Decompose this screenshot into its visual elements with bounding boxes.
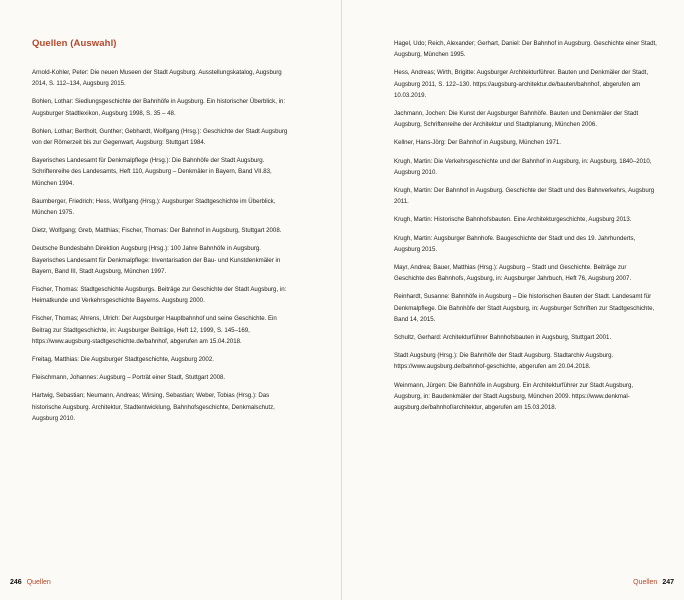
reference-entry: Hess, Andreas; Wirth, Brigitte: Augsburger Architekturführer. Bauten und Denkmäler der Stadt, Augsburg 2011, S. 122–130. https://augsburg-architektur.de/bauten/bahnhof, abgerufen am 10.03.2019. — [394, 69, 649, 99]
reference-entry: Reinhardt, Susanne: Bahnhöfe in Augsburg – Die historischen Bauten der Stadt. Landesamt für Denkmalpflege. Die Bahnhöfe der Stadt Augsburg, in: Augsburger Schriften zur Stadtgeschichte, Band 14, 2015. — [394, 293, 655, 323]
page-number-right: 247 — [662, 579, 674, 586]
reference-entry: Krugh, Martin: Die Verkehrsgeschichte und der Bahnhof in Augsburg, in: Augsburg, 1840–2010, Augsburg 2010. — [394, 157, 652, 176]
reference-entry: Hagel, Udo; Reich, Alexander; Gerhart, Daniel: Der Bahnhof in Augsburg. Geschichte einer Stadt, Augsburg, München 1995. — [394, 40, 657, 59]
page-number-left: 246 — [10, 579, 22, 586]
left-page-footer — [10, 578, 56, 588]
reference-entry: Deutsche Bundesbahn Direktion Augsburg (Hrsg.): 100 Jahre Bahnhöfe in Augsburg. Bayerisches Landesamt für Denkmalpflege: Inventarisation der Bau- und Kunstdenkmäler in Bayern, Band III, Stadt Augsburg, München 1997. — [32, 245, 281, 275]
running-head-left: Quellen — [26, 579, 51, 586]
running-head-right: Quellen — [633, 579, 658, 586]
reference-entry: Bohlen, Lothar; Bertholt, Gunther; Gebhardt, Wolfgang (Hrsg.): Geschichte der Stadt Augsburg von der Römerzeit bis zur Gegenwart, Augsburg: Stuttgart 1984. — [32, 127, 288, 147]
reference-entry: Weinmann, Jürgen: Die Bahnhöfe in Augsburg. Ein Architekturführer zur Stadt Augsburg, Augsburg, in: Baudenkmäler der Stadt Augsburg, München 2009. https://www.denkmal-augsburg.de/bahnhof/architektur, abgerufen am 15.03.2018. — [394, 381, 634, 412]
reference-entry: Hartwig, Sebastian; Neumann, Andreas; Wirsing, Sebastian; Weber, Tobias (Hrsg.): Das historische Augsburg. Architektur, Stadtentwicklung, Bahnhofsgeschichte, Denkmalschutz, Augsburg 2010. — [32, 392, 275, 422]
reference-entry: Kellner, Hans-Jörg: Der Bahnhof in Augsburg, München 1971. — [394, 139, 562, 147]
reference-entry: Schultz, Gerhard: Architekturführer Bahnhofsbauten in Augsburg, Stuttgart 2001. — [394, 334, 612, 342]
reference-entry: Krugh, Martin: Augsburger Bahnhofe. Baugeschichte der Stadt und des 19. Jahrhunderts, Augsburg 2015. — [394, 234, 636, 253]
reference-entry: Jachmann, Jochen: Die Kunst der Augsburger Bahnhöfe. Bauten und Denkmäler der Stadt Augsburg, Schriftenreihe der Architektur und Stadtplanung, München 2006. — [394, 110, 639, 129]
right-page-footer — [628, 578, 674, 588]
reference-entry: Fischer, Thomas; Ahrens, Ulrich: Der Augsburger Hauptbahnhof und seine Geschichte. Ein Beitrag zur Stadtgeschichte, in: Augsburger Beiträge, Heft 12, 1999, S. 145–169, https://www.augsburg-stadtgeschichte.de/bahnhof, abgerufen am 15.04.2018. — [32, 315, 277, 345]
reference-entry: Mayr, Andrea; Bauer, Matthias (Hrsg.): Augsburg – Stadt und Geschichte. Beiträge zur Geschichte des Bahnhofs, Augsburg, in: Augsburger Jahrbuch, Heft 76, Augsburg 2007. — [394, 264, 632, 283]
right-page — [342, 0, 684, 600]
reference-entry: Dietz, Wolfgang; Greb, Matthias; Fischer, Thomas: Der Bahnhof in Augsburg, Stuttgart 2008. — [32, 227, 282, 235]
reference-list-left — [32, 67, 295, 424]
section-heading: Quellen (Auswahl) — [32, 38, 117, 49]
reference-entry: Krugh, Martin: Der Bahnhof in Augsburg. Geschichte der Stadt und des Bahnverkehrs, Augsburg 2011. — [394, 187, 655, 206]
reference-entry: Arnold-Kohler, Peter: Die neuen Museen der Stadt Augsburg. Ausstellungskatalog, Augsburg 2014, S. 112–134, Augsburg 2015. — [32, 69, 282, 88]
reference-entry: Bayerisches Landesamt für Denkmalpflege (Hrsg.): Die Bahnhöfe der Stadt Augsburg. Schriftenreihe des Landesamts, Heft 110, Augsburg – Denkmäler in Bayern, Band VII.83, München 1994. — [32, 157, 272, 187]
reference-entry: Stadt Augsburg (Hrsg.): Die Bahnhöfe der Stadt Augsburg. Stadtarchiv Augsburg. https://www.augsburg.de/bahnhof-geschichte, abgerufen am 20.04.2018. — [394, 352, 614, 371]
reference-entry: Freitag, Matthias: Die Augsburger Stadtgeschichte, Augsburg 2002. — [32, 356, 214, 364]
reference-entry: Fleischmann, Johannes: Augsburg – Porträt einer Stadt, Stuttgart 2008. — [32, 374, 226, 382]
reference-entry: Bohlen, Lothar: Siedlungsgeschichte der Bahnhöfe in Augsburg. Ein historischer Überblick, in: Augsburger Stadtlexikon, Augsburg 1998, S. 35 – 48. — [32, 98, 286, 117]
reference-entry: Baumberger, Friedrich; Hess, Wolfgang (Hrsg.): Augsburger Stadtgeschichte im Überblick, München 1975. — [32, 197, 276, 217]
reference-entry: Fischer, Thomas: Stadtgeschichte Augsburgs. Beiträge zur Geschichte der Stadt Augsburg, in: Heimatkunde und Verkehrsgeschichte Bayerns. Augsburg 2000. — [32, 286, 287, 305]
reference-entry: Krugh, Martin: Historische Bahnhofsbauten. Eine Architekturgeschichte, Augsburg 2013. — [394, 216, 632, 224]
reference-list-right — [394, 38, 658, 413]
